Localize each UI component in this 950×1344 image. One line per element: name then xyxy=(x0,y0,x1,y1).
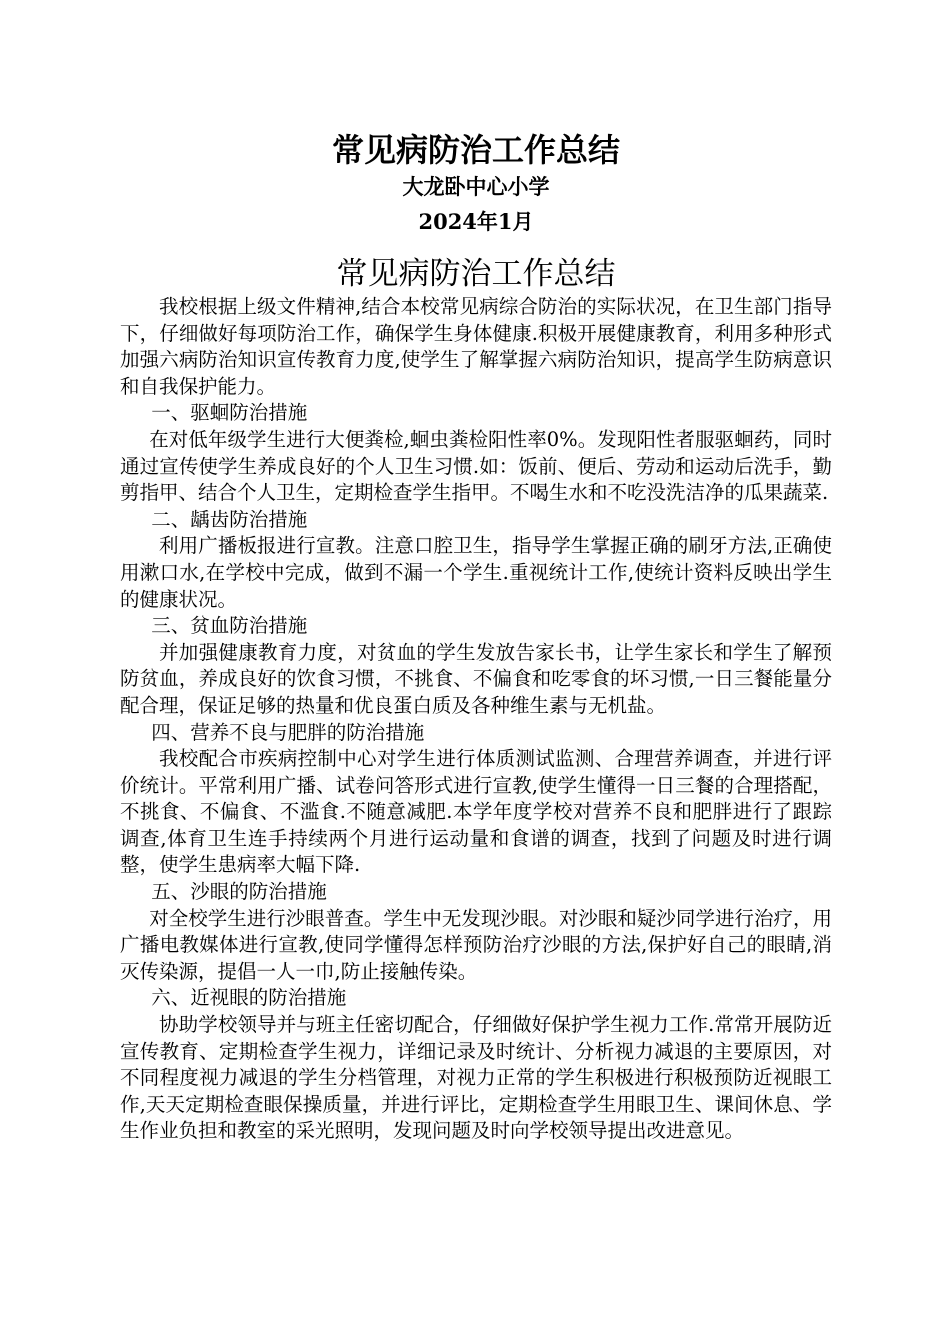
section-heading: 二、龋齿防治措施 xyxy=(151,507,308,531)
section-paragraph: 对全校学生进行沙眼普查。学生中无发现沙眼。对沙眼和疑沙同学进行治疗，用广播电教媒体进行宣教,使同学懂得怎样预防治疗沙眼的方法,保护好自己的眼睛,消灭传染源，提倡一人一巾,防止接触传染。 xyxy=(120,906,832,983)
section-heading: 一、驱蛔防治措施 xyxy=(151,401,308,425)
document-title: 常见病防治工作总结 xyxy=(331,131,620,169)
section-heading: 四、营养不良与肥胖的防治措施 xyxy=(151,720,425,744)
document-date: 2024年1月 xyxy=(418,209,534,234)
section-heading: 三、贫血防治措施 xyxy=(151,614,308,638)
body-title: 常见病防治工作总结 xyxy=(336,256,616,292)
section-paragraph: 利用广播板报进行宣教。注意口腔卫生，指导学生掌握正确的刷牙方法,正确使用漱口水,在学校中完成，做到不漏一个学生.重视统计工作,使统计资料反映出学生的健康状况。 xyxy=(120,534,832,611)
intro-paragraph: 我校根据上级文件精神,结合本校常见病综合防治的实际状况，在卫生部门指导下，仔细做好每项防治工作，确保学生身体健康.积极开展健康教育，利用多种形式加强六病防治知识宣传教育力度,使学生了解掌握六病防治知识，提高学生防病意识和自我保护能力。 xyxy=(120,295,832,398)
section-paragraph: 并加强健康教育力度，对贫血的学生发放告家长书，让学生家长和学生了解预防贫血，养成良好的饮食习惯，不挑食、不偏食和吃零食的坏习惯,一日三餐能量分配合理，保证足够的热量和优良蛋白质及各种维生素与无机盐。 xyxy=(120,640,832,717)
section-heading: 六、近视眼的防治措施 xyxy=(151,986,347,1010)
section-heading: 五、沙眼的防治措施 xyxy=(151,880,327,904)
section-paragraph: 我校配合市疾病控制中心对学生进行体质测试监测、合理营养调查，并进行评价统计。平常利用广播、试卷问答形式进行宣教,使学生懂得一日三餐的合理搭配，不挑食、不偏食、不滥食.不随意减肥.本学年度学校对营养不良和肥胖进行了跟踪调查,体育卫生连手持续两个月进行运动量和食谱的调查，找到了问题及时进行调整，使学生患病率大幅下降. xyxy=(120,747,832,877)
section-paragraph: 协助学校领导并与班主任密切配合，仔细做好保护学生视力工作.常常开展防近宣传教育、定期检查学生视力，详细记录及时统计、分析视力减退的主要原因，对不同程度视力减退的学生分档管理，对视力正常的学生积极进行积极预防近视眼工作,天天定期检查眼保操质量，并进行评比，定期检查学生用眼卫生、课间休息、学生作业负担和教室的采光照明，发现问题及时向学校领导提出改进意见。 xyxy=(120,1013,832,1143)
section-paragraph: 在对低年级学生进行大便粪检,蛔虫粪检阳性率0%。发现阳性者服驱蛔药，同时通过宣传使学生养成良好的个人卫生习惯.如：饭前、便后、劳动和运动后洗手，勤剪指甲、结合个人卫生，定期检查学生指甲。不喝生水和不吃没洗洁净的瓜果蔬菜. xyxy=(120,427,832,505)
document-body xyxy=(120,294,832,1145)
school-name: 大龙卧中心小学 xyxy=(402,174,550,199)
